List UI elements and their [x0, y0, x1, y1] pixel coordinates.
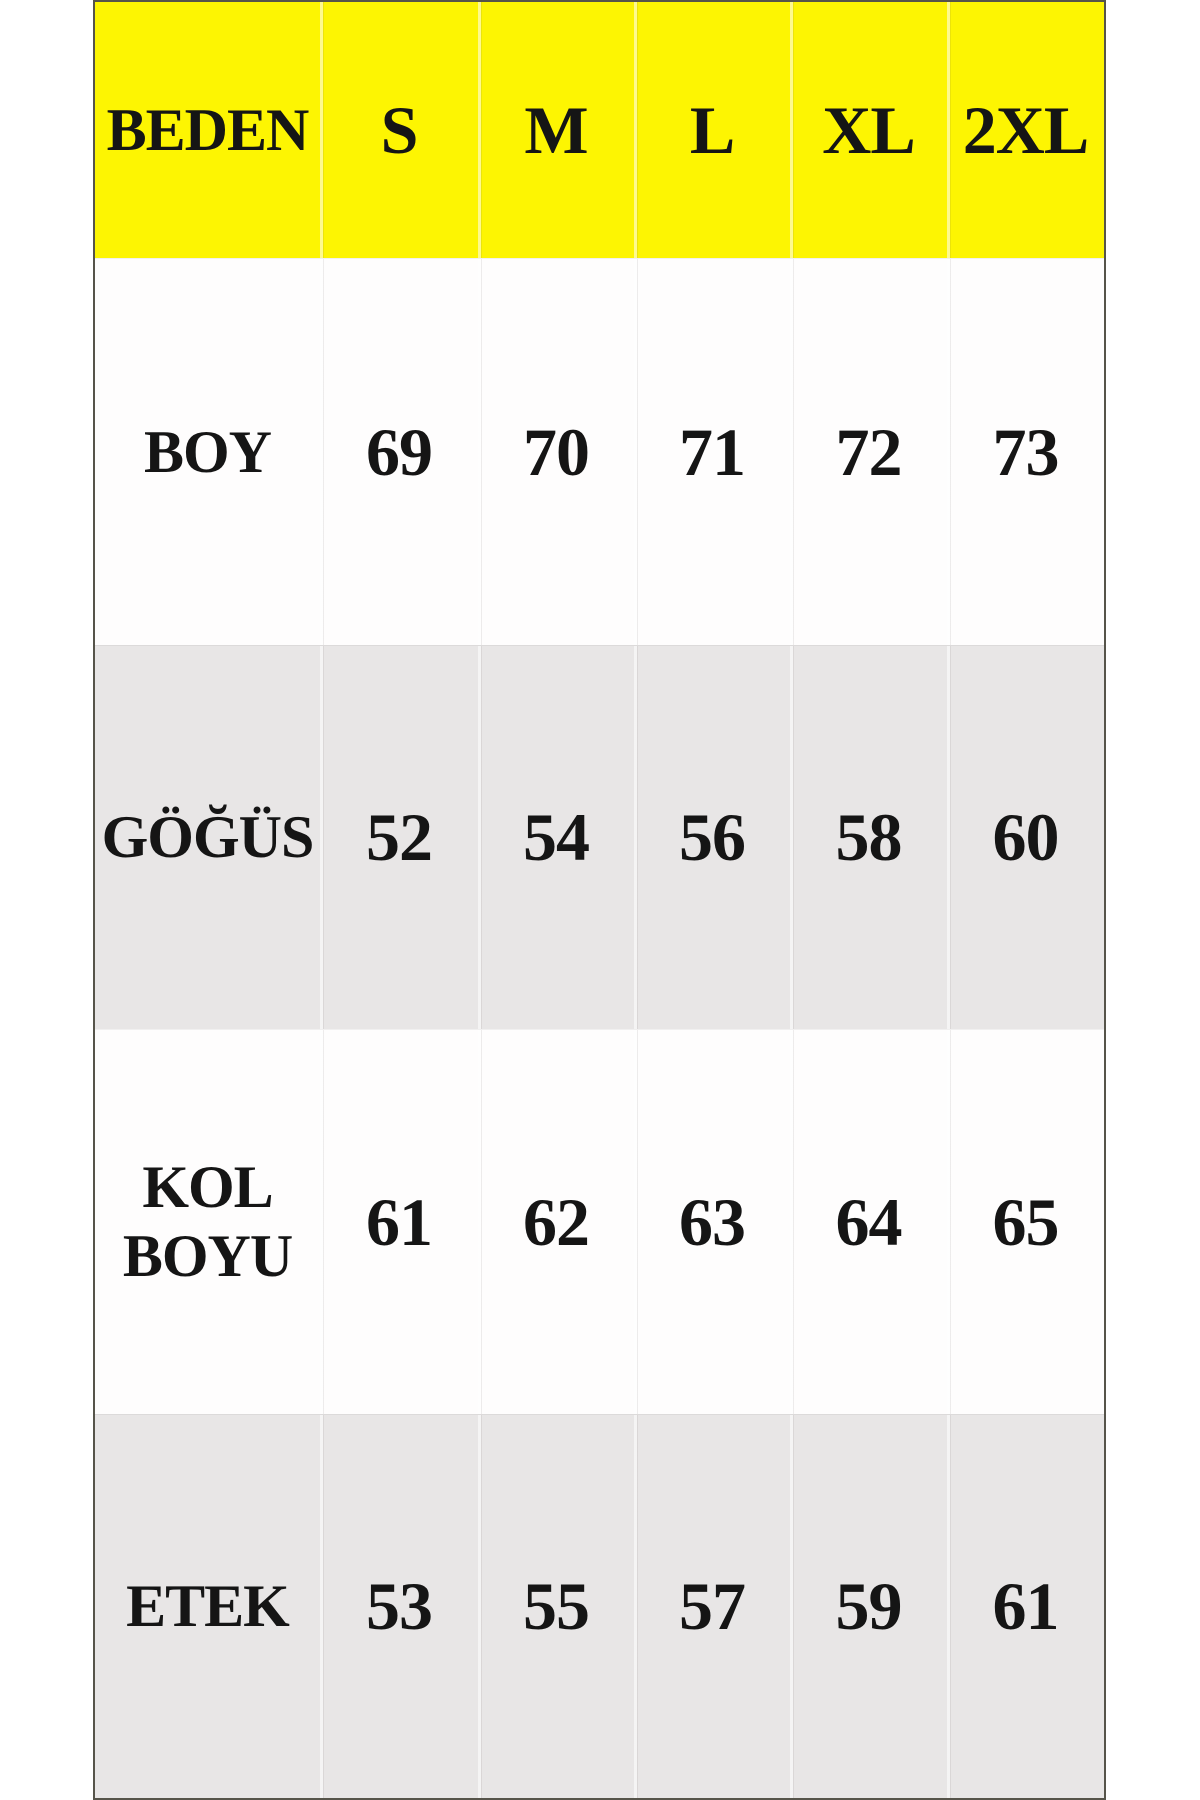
header-cell-size-s: S — [320, 2, 478, 258]
value-cell-etek-m: 55 — [478, 1415, 634, 1798]
header-row — [95, 2, 1104, 258]
value-cell-etek-xl: 59 — [790, 1415, 947, 1798]
value-cell-kol-boyu-s: 61 — [320, 1030, 478, 1414]
row-label-etek: ETEK — [126, 1573, 289, 1639]
value-cell-gogus-2xl: 60 — [947, 646, 1104, 1029]
header-cell-beden: BEDEN — [106, 96, 309, 163]
header-cell-size-xl: XL — [790, 2, 947, 258]
value-cell-etek-s: 53 — [320, 1415, 478, 1798]
table-row-boy — [95, 258, 1104, 645]
table-row-gogus — [95, 645, 1104, 1029]
row-label-kol-boyu: KOL BOYU — [122, 1154, 293, 1289]
value-cell-kol-boyu-xl: 64 — [790, 1030, 947, 1414]
value-cell-boy-2xl: 73 — [947, 259, 1104, 645]
value-cell-boy-xl: 72 — [790, 259, 947, 645]
table-row-kol-boyu — [95, 1029, 1104, 1414]
value-cell-boy-s: 69 — [320, 259, 478, 645]
value-cell-etek-l: 57 — [634, 1415, 790, 1798]
row-label-boy: BOY — [143, 418, 272, 485]
row-label-gogus: GÖĞÜS — [101, 804, 314, 870]
header-cell-size-m: M — [478, 2, 634, 258]
value-cell-kol-boyu-l: 63 — [634, 1030, 790, 1414]
value-cell-etek-2xl: 61 — [947, 1415, 1104, 1798]
header-cell-size-l: L — [634, 2, 790, 258]
value-cell-boy-m: 70 — [478, 259, 634, 645]
value-cell-gogus-l: 56 — [634, 646, 790, 1029]
table-row-etek — [95, 1414, 1104, 1798]
value-cell-kol-boyu-2xl: 65 — [947, 1030, 1104, 1414]
header-cell-size-2xl: 2XL — [947, 2, 1104, 258]
value-cell-boy-l: 71 — [634, 259, 790, 645]
size-chart-table — [93, 0, 1106, 1800]
value-cell-gogus-xl: 58 — [790, 646, 947, 1029]
value-cell-gogus-s: 52 — [320, 646, 478, 1029]
value-cell-kol-boyu-m: 62 — [478, 1030, 634, 1414]
value-cell-gogus-m: 54 — [478, 646, 634, 1029]
